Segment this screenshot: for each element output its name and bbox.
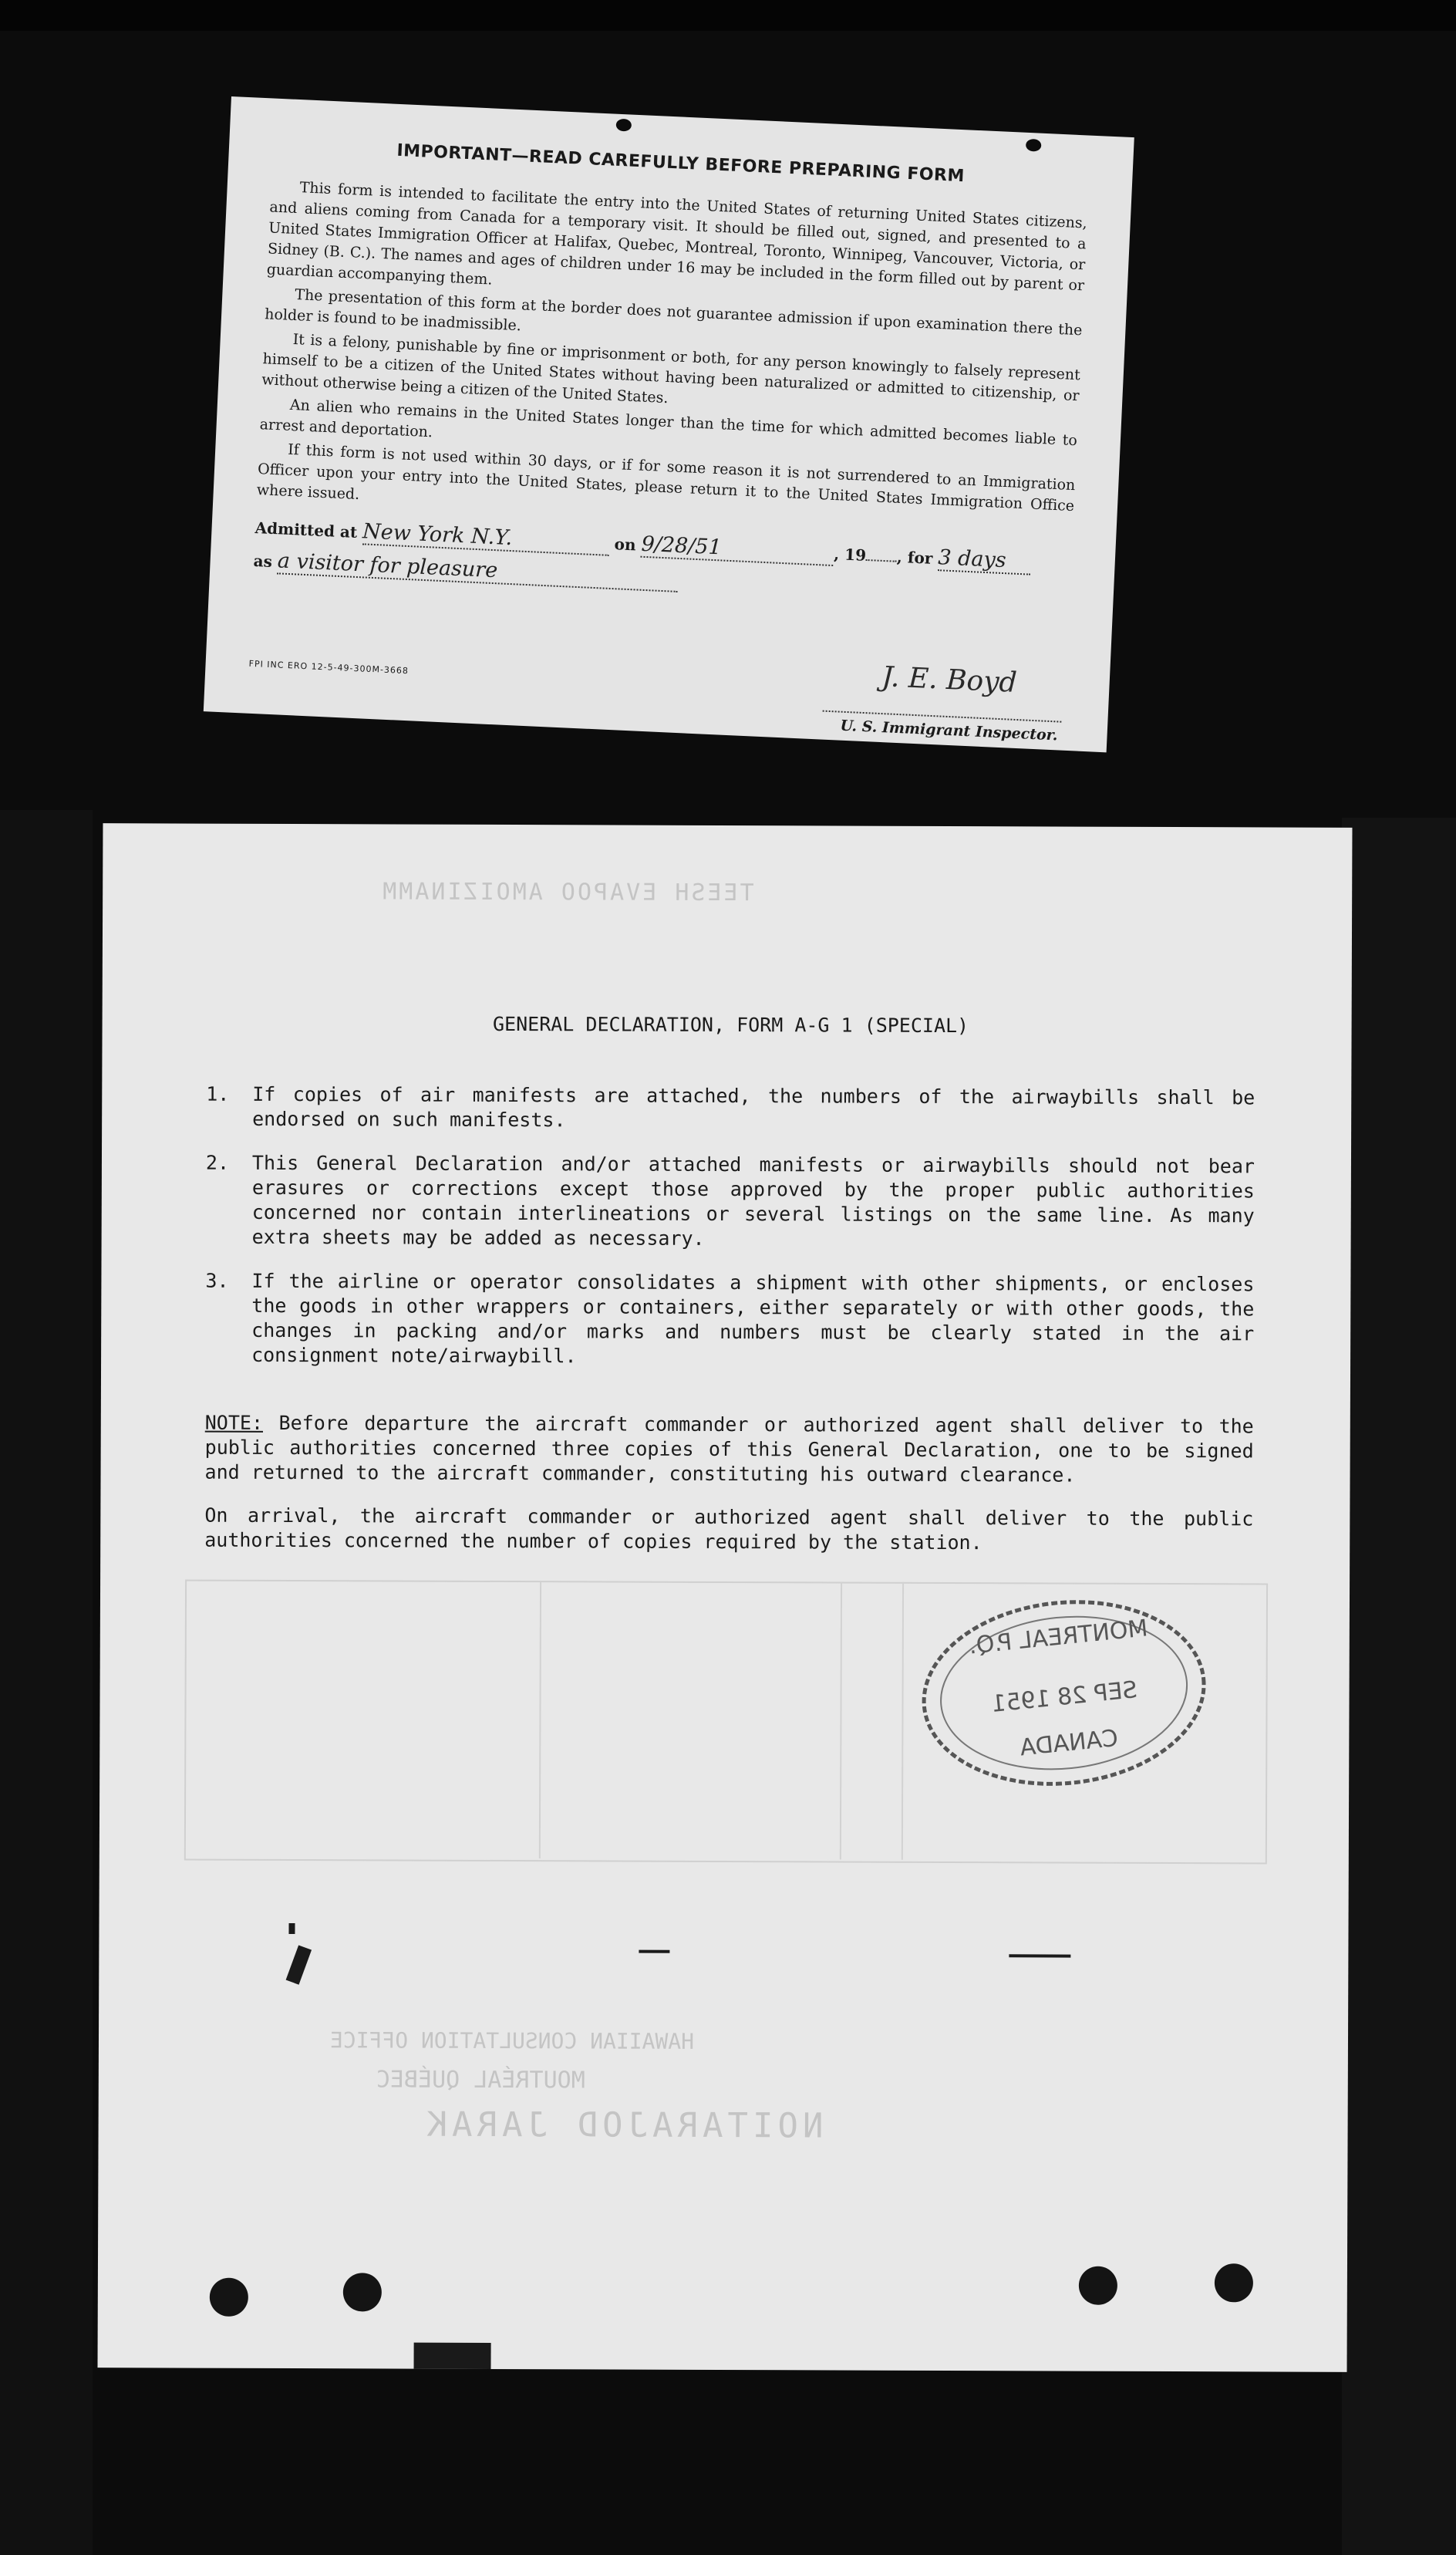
admission-class-field: a visitor for pleasure	[277, 548, 679, 592]
year-label: 19	[844, 545, 867, 565]
declaration-item	[205, 1269, 1254, 1372]
inspector-label: U. S. Immigrant Inspector.	[840, 717, 1059, 744]
ink-smudge	[286, 1945, 312, 1984]
as-label: as	[253, 551, 273, 572]
ink-smudge	[288, 1923, 295, 1934]
on-label: on	[614, 535, 637, 555]
item-text: If copies of air manifests are attached, the numbers of the airwaybills shall be endorsed on such manifests.	[252, 1082, 1255, 1132]
admitted-line: Admitted at New York N.Y. on 9/28/51 , 19 , for 3 days	[254, 515, 1072, 577]
card-paragraph: An alien who remains in the United States longer than the time for which admitted becomes liable to arrest and deportation.	[259, 396, 1078, 450]
admitted-place-field: New York N.Y.	[362, 519, 609, 555]
admitted-label: Admitted at	[254, 518, 358, 542]
duration-field: 3 days	[938, 545, 1031, 575]
inspector-signature: J. E. Boyd	[881, 661, 1018, 699]
ink-smudge	[1009, 1954, 1070, 1957]
declaration-title: GENERAL DECLARATION, FORM A-G 1 (SPECIAL)	[492, 1012, 969, 1038]
general-declaration-sheet	[98, 823, 1353, 2372]
card-paragraph: The presentation of this form at the border does not guarantee admission if upon examination there the holder is found to be inadmissible.	[264, 286, 1083, 339]
ink-smudge	[639, 1950, 669, 1953]
stamp-bottom-text: CANADA	[1018, 1724, 1120, 1762]
punch-hole	[1079, 2266, 1117, 2305]
customs-stamp	[908, 1582, 1219, 1804]
admission-date-field: 9/28/51	[641, 532, 834, 566]
stamp-date-text: SEP 28 1951	[990, 1676, 1139, 1719]
bleed-through-text: MOUTRÉAL QUÉBEC	[376, 2066, 585, 2094]
bleed-through-text: NOITARAJOD JARAK	[422, 2104, 824, 2146]
arrival-paragraph: On arrival, the aircraft commander or authorized agent shall deliver to the public authorities concerned the number of copies required by the station.	[204, 1504, 1254, 1554]
us-entry-card	[204, 96, 1134, 752]
clip-mark	[414, 2343, 491, 2369]
declaration-item	[206, 1151, 1255, 1254]
card-title: IMPORTANT—READ CAREFULLY BEFORE PREPARING FORM	[396, 140, 966, 187]
for-label: for	[907, 548, 933, 568]
declaration-item	[206, 1082, 1255, 1136]
card-paragraph: It is a felony, punishable by fine or imprisonment or both, for any person knowingly to falsely represent himself to be a citizen of the United States without having been naturalized or admitted to citizenship, or without otherwise being a citizen of the United States.	[261, 330, 1081, 407]
torn-spot	[1026, 139, 1042, 152]
item-number: 2.	[205, 1151, 230, 1174]
stamp-top-text: MONTREAL P.Q.	[967, 1615, 1149, 1660]
torn-spot	[615, 119, 632, 132]
item-number: 1.	[206, 1082, 230, 1105]
note-label: NOTE:	[204, 1411, 264, 1434]
card-paragraph: This form is intended to facilitate the entry into the United States of returning United States citizens, and aliens coming from Canada for a temporary visit. It should be filled out, signed, and presented to a United States Immigration Officer at Halifax, Quebec, Montreal, Toronto, Winnipeg, Vancouver, Victoria, or Sidney (B. C.). The names and ages of children under 16 may be included in the form filled out by parent or guardian accompanying them.	[266, 179, 1088, 295]
note-paragraph	[205, 1411, 1254, 1489]
print-code: FPI INC ERO 12-5-49-300M-3668	[248, 658, 410, 677]
item-text: This General Declaration and/or attached manifests or airwaybills should not bear erasures or corrections except those approved by the proper public authorities concerned nor contain interlineations or several listings on the same line. As many extra sheets may be added as necessary.	[251, 1151, 1255, 1250]
bleed-through-text: HAWAIIAN CONSULTATION OFFICE	[329, 2027, 695, 2054]
punch-hole	[210, 2278, 248, 2317]
card-paragraph: If this form is not used within 30 days, or if for some reason it is not surrendered to an Immigration Officer upon your entry into the United States, please return it to the United States Immigration Office where issued.	[256, 440, 1076, 515]
year-blank	[866, 559, 897, 562]
punch-hole	[343, 2273, 382, 2311]
declaration-text	[204, 1011, 1255, 1557]
punch-hole	[1215, 2263, 1253, 2302]
note-text: Before departure the aircraft commander or authorized agent shall deliver to the public authorities concerned three copies of this General Declaration, one to be signed and returned to the aircraft commander, constituting his outward clearance.	[204, 1411, 1254, 1487]
item-text: If the airline or operator consolidates a shipment with other shipments, or encloses the goods in other wrappers or containers, either separately or with other goods, the changes in packing and/or marks and numbers must be clearly stated in the air consignment note/airwaybill.	[251, 1269, 1255, 1368]
bleed-through-text: TEESH EVAPOO AMOIZINAMM	[380, 878, 754, 907]
item-number: 3.	[205, 1269, 229, 1292]
